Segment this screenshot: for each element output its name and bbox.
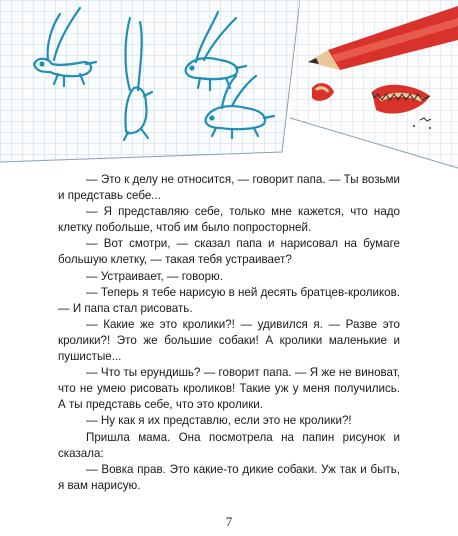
illustration-grid-paper-rabbits [0, 0, 458, 170]
paragraph-8: — Ну как я их представлю, если это не кролики?! [86, 414, 352, 428]
paragraph-3: — Вот смотри, — сказал папа и нарисовал на бумаге большую клетку, — такая тебя устраивает? [58, 237, 400, 267]
paragraph-1: — Это к делу не относится, — говорит папа. — Ты возьми и представь себе... [58, 173, 400, 203]
page-number: 7 [225, 514, 233, 529]
paragraph-4: — Устраивает, — говорю. [86, 269, 223, 283]
story-text [58, 172, 400, 494]
paragraph-10: — Вовка прав. Это какие-то дикие собаки. Уж так и быть, я вам нарисую. [58, 462, 400, 492]
grid-paper-sheet [0, 0, 300, 162]
paragraph-2: — Я представляю себе, только мне кажется, что надо клетку побольше, чтоб им было попросторней. [58, 205, 400, 235]
paragraph-7: — Что ты ерундишь? — говорит папа. — Я же не виноват, что не умею рисовать кроликов! Такие уж у меня получились. А ты представь себе, что это кролики. [58, 366, 400, 412]
paragraph-6: — Какие же это кролики?! — удивился я. — Разве это кролики?! Это же большие собаки! А кролики маленькие и пушистые... [58, 317, 400, 364]
paragraph-9: Пришла мама. Она посмотрела на папин рисунок и сказала: [58, 430, 400, 460]
paragraph-5: — Теперь я тебе нарисую в ней десять братцев-кроликов. — И папа стал рисовать. [58, 285, 400, 315]
